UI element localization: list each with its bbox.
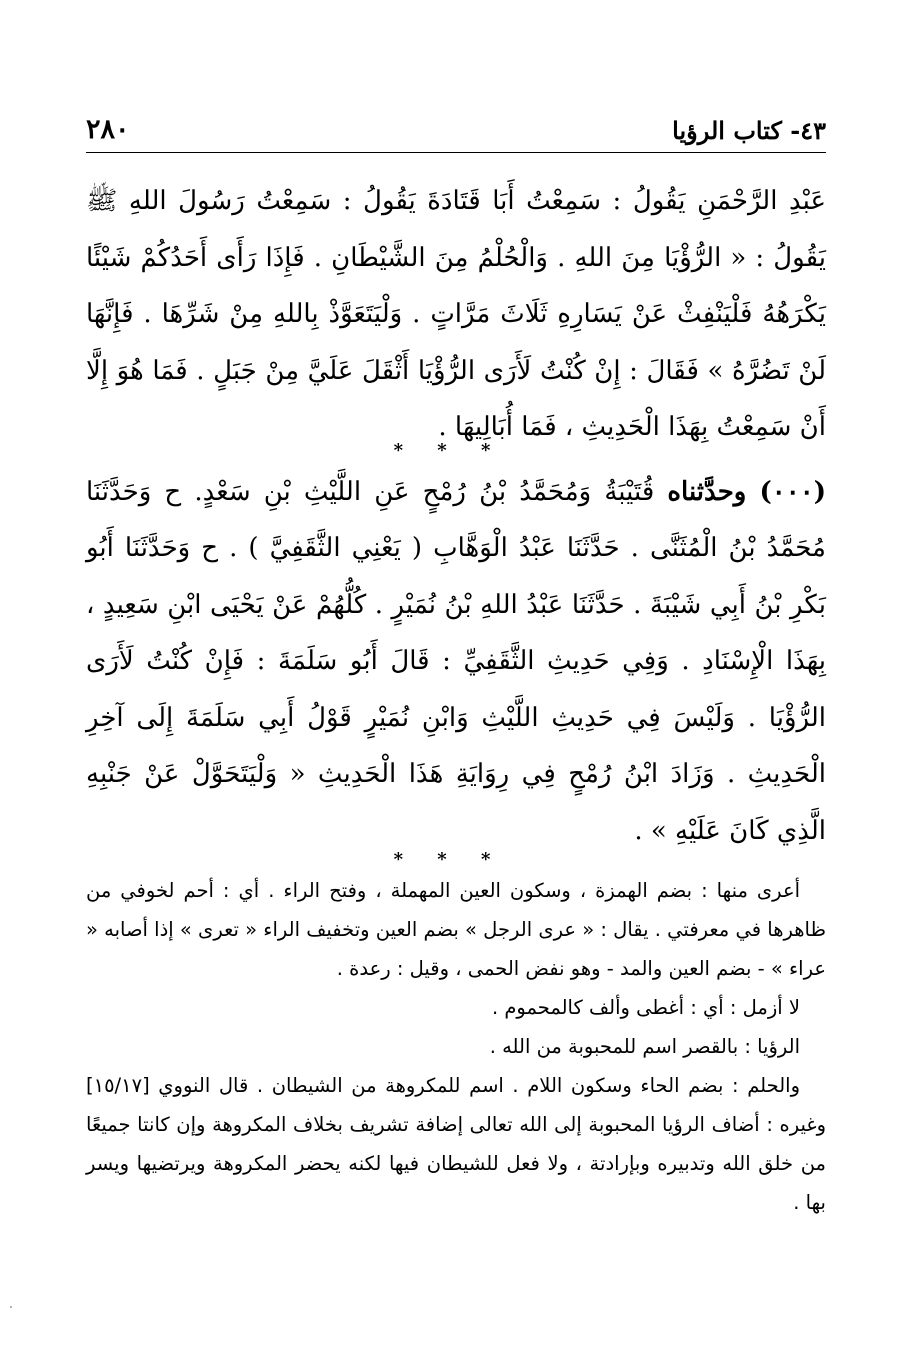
hadith-text-2 [86, 464, 826, 860]
hadith-body: قُتَيْبَةُ وَمُحَمَّدُ بْنُ رُمْحٍ عَنِ اللَّيْثِ بْنِ سَعْدٍ. ح وَحَدَّثَنَا مُحَمَّدُ بْنُ الْمُثَنَّى . حَدَّثَنَا عَبْدُ الْوَهَّابِ ( يَعْنِي الثَّقَفِيَّ ) . ح وَحَدَّثَنَا أَبُو بَكْرِ بْنُ أَبِي شَيْبَةَ . حَدَّثَنَا عَبْدُ اللهِ بْنُ نُمَيْرٍ . كُلُّهُمْ عَنْ يَحْيَى ابْنِ سَعِيدٍ ، بِهَذَا الْإِسْنَادِ . وَفِي حَدِيثِ الثَّقَفِيِّ : قَالَ أَبُو سَلَمَةَ : فَإِنْ كُنْتُ لَأَرَى الرُّؤْيَا . وَلَيْسَ فِي حَدِيثِ اللَّيْثِ وَابْنِ نُمَيْرٍ قَوْلُ أَبِي سَلَمَةَ إِلَى آخِرِ الْحَدِيثِ . وَزَادَ ابْنُ رُمْحٍ فِي رِوَايَةِ هَذَا الْحَدِيثِ « وَلْيَتَحَوَّلْ عَنْ جَنْبِهِ الَّذِي كَانَ عَلَيْهِ » . [86, 476, 826, 846]
page-number: ٢٨٠ [86, 114, 130, 145]
commentary-section [86, 871, 826, 1222]
commentary-paragraph: والحلم : بضم الحاء وسكون اللام . اسم للمكروهة من الشيطان . قال النووي [١٥/١٧] وغيره : أضاف الرؤيا المحبوبة إلى الله تعالى إضافة تشريف بخلاف المكروهة وإن كانتا جميعًا من خلق الله وتدبيره وبإرادتة ، ولا فعل للشيطان فيها لكنه يحضر المكروهة ويرتضيها ويسر بها . [86, 1074, 826, 1214]
hadith-lead-word: وحدَّثناه [667, 476, 747, 507]
hadith-paragraph-2 [86, 464, 826, 860]
hadith-paragraph-1: عَبْدِ الرَّحْمَنِ يَقُولُ : سَمِعْتُ أَبَا قَتَادَةَ يَقُولُ : سَمِعْتُ رَسُولَ اللهِ ﷺ يَقُولُ : « الرُّؤْيَا مِنَ اللهِ . وَالْحُلْمُ مِنَ الشَّيْطَانِ . فَإِذَا رَأَى أَحَدُكُمْ شَيْئًا يَكْرَهُهُ فَلْيَنْفِثْ عَنْ يَسَارِهِ ثَلَاثَ مَرَّاتٍ . وَلْيَتَعَوَّذْ بِاللهِ مِنْ شَرِّهَا . فَإِنَّهَا لَنْ تَضُرَّهُ » فَقَالَ : إِنْ كُنْتُ لَأَرَى الرُّؤْيَا أَثْقَلَ عَلَيَّ مِنْ جَبَلٍ . فَمَا هُوَ إِلَّا أَنْ سَمِعْتُ بِهَذَا الْحَدِيثِ ، فَمَا أُبَالِيهَا . [86, 186, 826, 442]
scan-speck [10, 1306, 12, 1308]
section-separator: * * * [393, 439, 505, 461]
hadith-number: (٠٠٠) [759, 476, 827, 507]
commentary-paragraph: لا أزمل : أي : أغطى وألف كالمحموم . [491, 996, 800, 1019]
commentary-paragraph: أعرى منها : بضم الهمزة ، وسكون العين المهملة ، وفتح الراء . أي : أحم لخوفي من ظاهرها في معرفتي . يقال : « عرى الرجل » بضم العين وتخفيف الراء « تعرى » إذا أصابه « عراء » - بضم العين والمد - وهو نفض الحمى ، وقيل : رعدة . [86, 879, 826, 980]
section-separator-2: * * * [393, 849, 505, 870]
commentary-paragraph: الرؤيا : بالقصر اسم للمحبوبة من الله . [489, 1035, 800, 1058]
chapter-title: ٤٣- كتاب الرؤيا [672, 116, 826, 145]
book-page [86, 108, 826, 1222]
page-header [86, 108, 826, 153]
hadith-text-1 [86, 173, 826, 456]
